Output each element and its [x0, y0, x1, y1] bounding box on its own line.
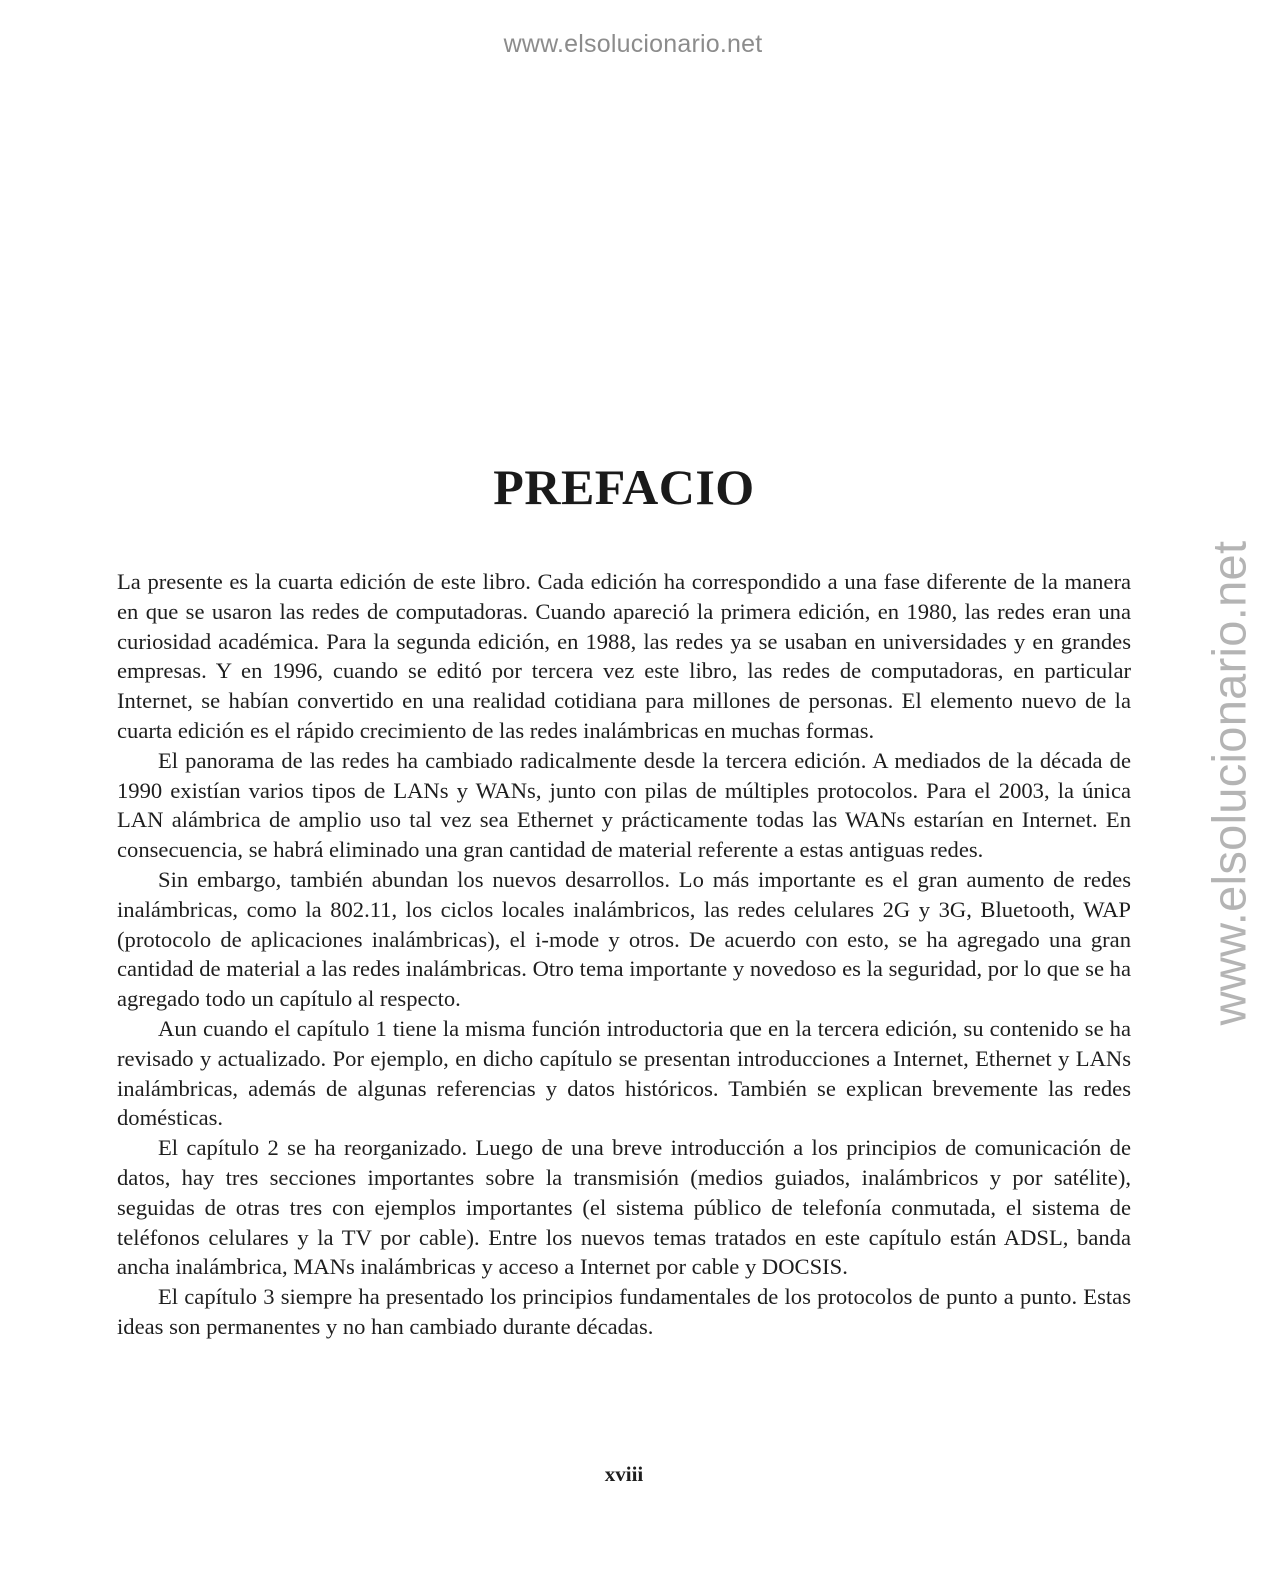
page-number: xviii [604, 1462, 644, 1486]
watermark-url-side: www.elsolucionario.net [1202, 540, 1256, 1026]
paragraph-3: Sin embargo, también abundan los nuevos desarrollos. Lo más importante es el gran aumento de redes inalámbricas, como la 802.11, los ciclos locales inalámbricos, las redes celulares 2G y 3G, Bluetooth, WAP (protocolo de aplicaciones inalámbricas), el i-mode y otros. De acuerdo con esto, se ha agregado una gran cantidad de material a las redes inalámbricas. Otro tema importante y novedoso es la seguridad, por lo que se ha agregado todo un capítulo al respecto. [117, 866, 1131, 1012]
body-text [117, 567, 1131, 1342]
paragraph-4: Aun cuando el capítulo 1 tiene la misma función introductoria que en la tercera edición, su contenido se ha revisado y actualizado. Por ejemplo, en dicho capítulo se presentan introducciones a Internet, Ethernet y LANs inalámbricas, además de algunas referencias y datos históricos. También se explican brevemente las redes domésticas. [117, 1015, 1131, 1131]
paragraph-2: El panorama de las redes ha cambiado radicalmente desde la tercera edición. A mediados de la década de 1990 existían varios tipos de LANs y WANs, junto con pilas de múltiples protocolos. Para el 2003, la única LAN alámbrica de amplio uso tal vez sea Ethernet y prácticamente todas las WANs estarían en Internet. En consecuencia, se habrá eliminado una gran cantidad de material referente a estas antiguas redes. [117, 747, 1131, 863]
paragraph-1: La presente es la cuarta edición de este libro. Cada edición ha correspondido a una fase diferente de la manera en que se usaron las redes de computadoras. Cuando apareció la primera edición, en 1980, las redes eran una curiosidad académica. Para la segunda edición, en 1988, las redes ya se usaban en universidades y en grandes empresas. Y en 1996, cuando se editó por tercera vez este libro, las redes de computadoras, en particular Internet, se habían convertido en una realidad cotidiana para millones de personas. El elemento nuevo de la cuarta edición es el rápido crecimiento de las redes inalámbricas en muchas formas. [117, 569, 1131, 743]
paragraph-6: El capítulo 3 siempre ha presentado los principios fundamentales de los protocolos de punto a punto. Estas ideas son permanentes y no han cambiado durante décadas. [117, 1284, 1131, 1339]
watermark-url-top: www.elsolucionario.net [503, 30, 763, 58]
paragraph-5: El capítulo 2 se ha reorganizado. Luego de una breve introducción a los principios de comunicación de datos, hay tres secciones importantes sobre la transmisión (medios guiados, inalámbricos y por satélite), seguidas de otras tres con ejemplos importantes (el sistema público de telefonía conmutada, el sistema de teléfonos celulares y la TV por cable). Entre los nuevos temas tratados en este capítulo están ADSL, banda ancha inalámbrica, MANs inalámbricas y acceso a Internet por cable y DOCSIS. [117, 1135, 1131, 1280]
page-title: PREFACIO [493, 459, 755, 515]
